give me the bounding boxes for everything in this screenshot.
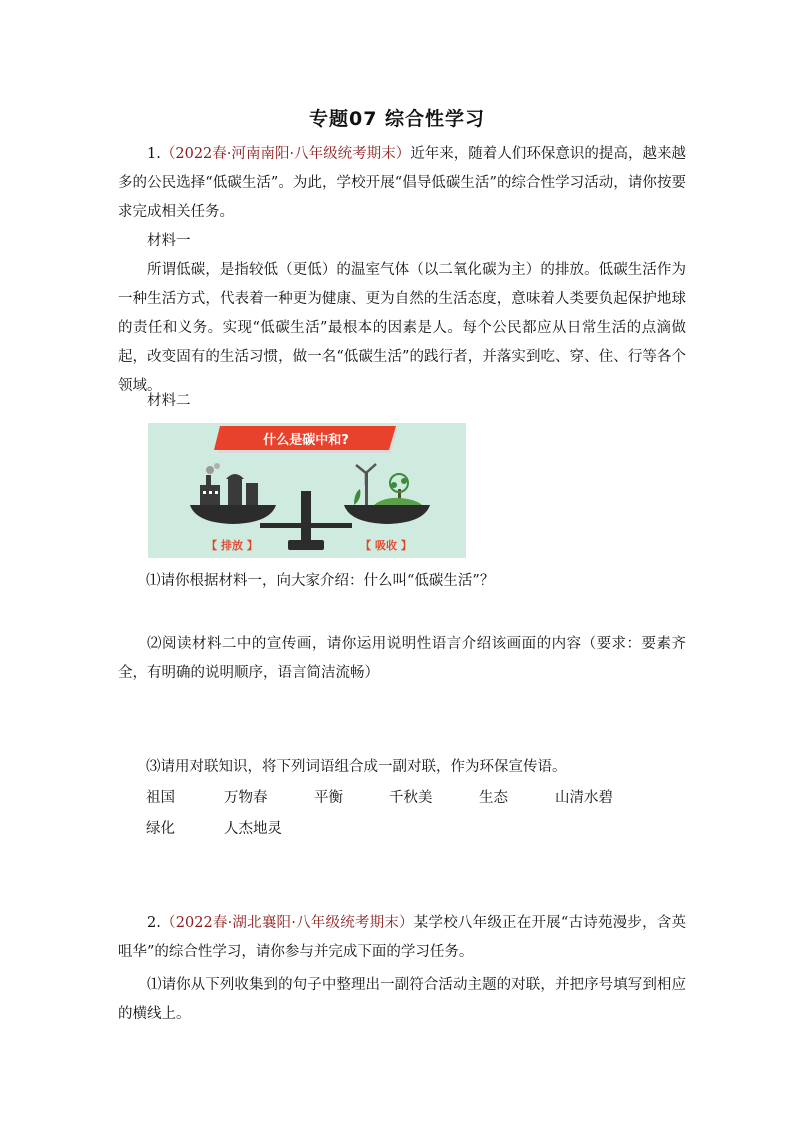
grass-icon [374, 498, 422, 505]
banner-text: 什么是碳中和? [263, 433, 349, 448]
smoke-icon [206, 466, 214, 474]
emission-label: 【 排放 】 [206, 539, 258, 552]
material-2-label: 材料二 [147, 393, 191, 409]
word-item: 生态 [479, 790, 508, 806]
question-number: 1. [147, 146, 161, 162]
balance-base [288, 540, 324, 550]
balance-pillar [301, 491, 311, 543]
carbon-neutral-poster [148, 423, 466, 558]
word-item: 祖国 [146, 790, 175, 806]
word-item: 山清水碧 [555, 790, 613, 806]
leaf-icon [354, 489, 360, 505]
factory-windows [203, 491, 218, 494]
question-1-part-3: ⑶请用对联知识，将下列词语组合成一副对联，作为环保宣传语。 [146, 759, 567, 775]
question-text: 近年来，随着人们环保意识的提高，越来越多的公民选择“低碳生活”。为此，学校开展“倡导低碳生活”的综合性学习活动，请你按要求完成相关任务。 [118, 146, 686, 220]
factory-icon [200, 474, 258, 505]
poster-illustration [148, 423, 466, 558]
word-item: 平衡 [314, 790, 343, 806]
material-1-label: 材料一 [147, 233, 191, 249]
question-number: 2. [147, 915, 161, 931]
question-1-intro [118, 140, 686, 227]
page-title: 专题07 综合性学习 [308, 108, 486, 130]
absorption-label: 【 吸收 】 [360, 539, 412, 552]
question-1-part-1: ⑴请你根据材料一，向大家介绍：什么叫“低碳生活”？ [146, 573, 495, 589]
word-item: 人杰地灵 [224, 821, 282, 837]
question-source: （2022春·湖北襄阳·八年级统考期末） [160, 915, 414, 931]
right-pan [344, 505, 430, 524]
question-2-part-1: ⑴请你从下列收集到的句子中整理出一副符合活动主题的对联，并把序号填写到相应的横线上。 [118, 977, 686, 1022]
left-pan [190, 505, 276, 524]
smoke-icon [214, 463, 220, 469]
word-item: 万物春 [224, 790, 268, 806]
question-2-intro [118, 909, 686, 967]
question-1-part-2: ⑵阅读材料二中的宣传画，请你运用说明性语言介绍该画面的内容（要求：要素齐全，有明确的说明顺序，语言简洁流畅） [118, 636, 686, 681]
balance-beam [260, 523, 352, 528]
question-text: 某学校八年级正在开展“古诗苑漫步，含英咀华”的综合性学习，请你参与并完成下面的学习任务。 [118, 915, 686, 960]
material-1-text: 所谓低碳，是指较低（更低）的温室气体（以二氧化碳为主）的排放。低碳生活作为一种生活方式，代表着一种更为健康、更为自然的生活态度，意味着人类要负起保护地球的责任和义务。实现“低碳生活”最根本的因素是人。每个公民都应从日常生活的点滴做起，改变固有的生活习惯，做一名“低碳生活”的践行者，并落实到吃、穿、住、行等各个领域。 [118, 262, 686, 394]
question-source: （2022春·河南南阳·八年级统考期末） [160, 146, 411, 162]
word-item: 绿化 [146, 821, 175, 837]
word-item: 千秋美 [389, 790, 433, 806]
